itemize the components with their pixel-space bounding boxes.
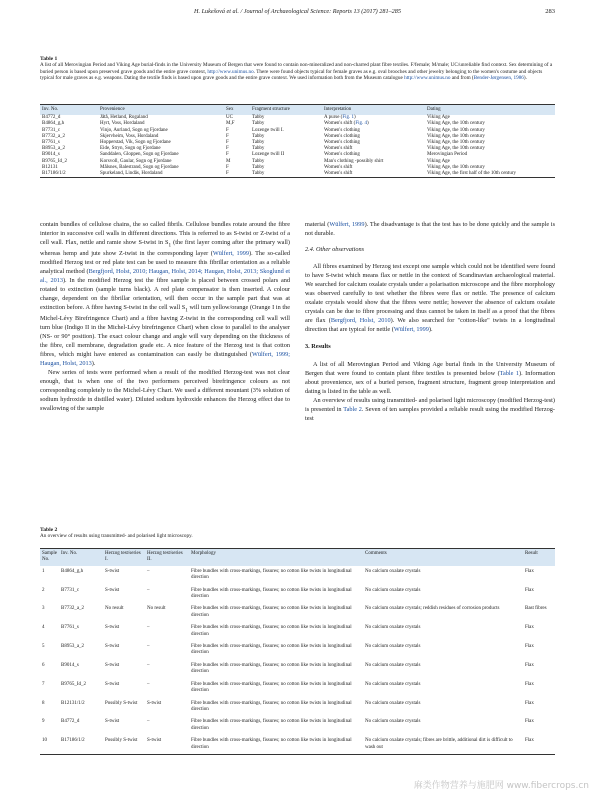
table-row (40, 698, 555, 717)
table2-cell-comm: No calcium oxalate crystals (365, 568, 421, 574)
paragraph: material (Wülfert, 1999). The disadvantage is that the test has to be done quickly and the sample is not durable. (305, 221, 556, 237)
table2-cell-res: Flax (525, 587, 534, 593)
citation-link[interactable]: Wülfert, 1999 (329, 221, 365, 228)
table1-cell-inv: B4864_g,h (42, 121, 65, 127)
paragraph: New series of tests were performed when a result of the modified Herzog-test was not clear enough, that is when one of the two performers perceived birefringence colours as not corresponding completely to the Michel-Lévy Chart. We used a different mountant (3% solution of sodium hydroxide in distilled water). Diluted sodium hydroxide enhances the Herzog effect due to swallowing of the sample (40, 368, 290, 412)
link-bender[interactable]: Bender-Jørgensen, 1986 (473, 75, 524, 82)
table1-cell-prov: Jåtå, Hetland, Rogaland (100, 115, 148, 121)
table1-cell-sex: F (226, 140, 229, 146)
table2-cell-morph: Fibre bundles with cross-markings, fissures; no cotton like twists in longitudinal direction (191, 719, 352, 731)
table2-cell-comm: No calcium oxalate crystals (365, 700, 421, 706)
table2-col-header: Inv. No. (59, 549, 103, 566)
table2-cell-h1: Possibly S-twist (105, 700, 138, 706)
table1-col-header: Inv. No. (40, 105, 98, 116)
table2-cell-res: Flax (525, 700, 534, 706)
table1-header-row (40, 105, 555, 116)
table2-cell-h1: S-twist (105, 662, 120, 668)
table1-cell-date: Viking Age, the 10th century (427, 121, 485, 127)
table1-col-header: Sex (224, 105, 250, 116)
running-header (40, 8, 555, 22)
table2-cell-h1: S-twist (105, 625, 120, 631)
table1-cell-frag: Tabby (252, 115, 265, 121)
page-number: 283 (545, 8, 555, 15)
table1-cell-date: Merovingian Period (427, 152, 468, 158)
table2-cell-n: 4 (42, 625, 45, 631)
table2-header-row (40, 549, 555, 566)
table2-cell-h2: – (147, 681, 150, 687)
table1-col-header: Dating (425, 105, 555, 116)
table2-cell-n: 8 (42, 700, 45, 706)
table2-cell-morph: Fibre bundles with cross-markings, fissures; no cotton like twists in longitudinal direction (189, 735, 363, 754)
table1-cell-interp: Women's clothing (324, 152, 360, 158)
table1-cell-date: Viking Age (427, 115, 450, 121)
table2-cell-inv: B7761_s (61, 625, 79, 631)
body-column-right (305, 221, 555, 424)
table2-cell-res: Flax (525, 625, 534, 631)
table2-cell-comm: No calcium oxalate crystals (365, 644, 421, 650)
table2-cell-h2: – (147, 587, 150, 593)
table1-cell-date: Viking Age, the first half of the 10th century (425, 171, 555, 178)
table1-cell-sex: M,F (226, 121, 235, 127)
table2-cell-h1: S-twist (105, 644, 120, 650)
table-row (40, 641, 555, 660)
table-row (40, 679, 555, 698)
citation-link[interactable]: Bergfjord, Holst, 2010 (330, 316, 391, 324)
table1-cell-frag: Tabby (252, 158, 265, 164)
table2-cell-h2: S-twist (145, 735, 189, 754)
table1-cell-interp: Women's shift (Fig. 4) (324, 121, 369, 127)
table1-cell-frag: Tabby (252, 121, 265, 127)
table2-cell-morph: Fibre bundles with cross-markings, fissures; no cotton like twists in longitudinal direction (191, 625, 352, 637)
table1-cell-interp: Man's clothing -possibly shirt (324, 158, 384, 164)
table2-cell-comm: No calcium oxalate crystals; fibres are brittle, additional dirt is difficult to wash out (363, 735, 523, 754)
table1-cell-inv: B9765_Id_2 (42, 158, 67, 164)
citation-link[interactable]: Wülfert, 1999 (393, 325, 429, 333)
table2-cell-n: 3 (42, 606, 45, 612)
table1-label: Table 1 (40, 56, 58, 62)
table-row (40, 735, 555, 754)
table1-cell-frag: Tabby (250, 171, 322, 178)
table2-col-header: Sample No. (40, 549, 59, 566)
table2-caption: Table 2 An overview of results using transmitted- and polarised light microscopy. (40, 527, 193, 540)
table1-cell-frag: Lozenge twill I. (252, 127, 284, 133)
table-link[interactable]: Table 2 (343, 406, 362, 414)
table1-cell-interp: Women's shift (324, 164, 353, 170)
watermark: 麻类作物营养与施肥网 www.fibercrops.cn (413, 781, 589, 791)
table1-cell-inv: B7731_c (42, 127, 61, 133)
table-row (40, 603, 555, 622)
table2-cell-comm: No calcium oxalate crystals (365, 587, 421, 593)
table1-cell-inv: B4772_d (42, 115, 61, 121)
table1-cell-inv: B17186/1/2 (40, 171, 98, 178)
table1-cell-interp: A purse (Fig. 1) (324, 115, 356, 121)
table1-cell-sex: M (226, 158, 231, 164)
link-unimus[interactable]: http://www.unimus.no (207, 68, 254, 75)
table1-cell-sex: F (226, 146, 229, 152)
table2-cell-inv: B9014_s (61, 662, 79, 668)
table2-cell-comm: No calcium oxalate crystals (365, 681, 421, 687)
table1-cell-prov: Hopperstad, Vik, Sogn og Fjordane (100, 140, 171, 146)
table2-cell-morph: Fibre bundles with cross-markings, fissures; no cotton like twists in longitudinal direction (191, 587, 352, 600)
table1-cell-prov: Spurkeland, Lindås, Hordaland (98, 171, 224, 178)
table2-cell-h2: S-twist (147, 700, 162, 706)
citation-link[interactable]: Wülfert, 1999; Haugan, Holst, 2013 (40, 350, 290, 367)
table2-cell-h1: Possibly S-twist (103, 735, 145, 754)
table2-cell-n: 2 (42, 587, 45, 593)
table2-cell-res: Bast fibres (525, 606, 547, 612)
table1-cell-prov: Skjervheim, Voss, Hordaland (100, 133, 159, 139)
table1-cell-frag: Tabby (252, 164, 265, 170)
table1-cell-date: Viking Age, the 10th century (427, 164, 485, 170)
table2-label: Table 2 (40, 527, 58, 533)
table1-cell-prov: Hyrt, Voss, Hordaland (100, 121, 145, 127)
table2-cell-n: 5 (42, 644, 45, 650)
table2-cell-h1: S-twist (105, 587, 120, 593)
table2-cell-comm: No calcium oxalate crystals (365, 719, 421, 725)
table1-cell-sex: F (224, 171, 250, 178)
table2-cell-morph: Fibre bundles with cross-markings, fissures; no cotton like twists in longitudinal direction (191, 700, 352, 712)
table1-cell-sex: F (226, 127, 229, 133)
table-row (40, 622, 555, 641)
table2-cell-inv: B4772_d (61, 719, 80, 725)
table1-cell-prov: Eide, Stryn, Sogn og Fjordane (100, 146, 161, 152)
table1-cell-sex: UC (226, 115, 233, 121)
table2-cell-res: Flax (525, 681, 534, 687)
table1-cell-prov: Vinjo, Aurland, Sogn og Fjordane (100, 127, 168, 133)
table2-col-header: Herzog test/series I. (103, 549, 145, 566)
table2-cell-h2: – (147, 568, 150, 574)
table2-cell-morph: Fibre bundles with cross-markings, fissures; no cotton like twists in longitudinal direction (191, 681, 352, 694)
table1-col-header: Fragment structure (250, 105, 322, 116)
table1-cell-interp: Women's clothing (324, 133, 360, 139)
table2 (40, 548, 555, 755)
table1-cell-prov: Sanddalen, Gloppen, Sogn og Fjordane (100, 152, 179, 158)
table1-cell-frag: Tabby (252, 140, 265, 146)
table2-cell-inv: B4864_g,h (61, 568, 84, 574)
table2-cell-inv: B9765_Id_2 (61, 681, 86, 687)
table2-cell-h2: No result (147, 606, 166, 612)
table1-cell-interp: Women's shift (322, 171, 425, 178)
body-column-left (40, 221, 290, 414)
table2-col-header: Morphology (189, 549, 363, 566)
table2-cell-comm: No calcium oxalate crystals (365, 662, 421, 668)
table2-cell-inv: B17186/1/2 (59, 735, 103, 754)
table2-cell-comm: No calcium oxalate crystals (365, 625, 421, 631)
table-row (40, 716, 555, 735)
table1-cell-inv: B7732_a_2 (42, 133, 66, 139)
table1-cell-frag: Lozenge twill II (252, 152, 285, 158)
table2-cell-morph: Fibre bundles with cross-markings, fissures; no cotton like twists in longitudinal direction (191, 644, 352, 656)
table2-cell-n: 9 (42, 719, 45, 725)
table2-cell-res: Flax (523, 735, 555, 754)
table2-cell-h1: S-twist (105, 681, 120, 687)
table1-cell-inv: B8953_a_2 (42, 146, 66, 152)
table1-cell-frag: Tabby (252, 146, 265, 152)
table2-cell-n: 1 (42, 568, 45, 574)
table2-cell-n: 6 (42, 662, 45, 668)
table1-cell-inv: B12131 (42, 164, 58, 170)
table-link[interactable]: Table 1 (499, 370, 520, 378)
table1-cell-date: Viking Age, the 10th century (427, 140, 485, 146)
table2-cell-h1: S-twist (105, 719, 120, 725)
table2-cell-res: Flax (525, 719, 534, 725)
table1-cell-sex: F (226, 164, 229, 170)
table2-col-header: Herzog test/series II. (145, 549, 189, 566)
paragraph: A list of all Merovingian Period and Viking Age burial finds in the University Museum of Bergen that were found to contain plant fibre textiles is presented below (Table 1). Information about provenience, sex of a buried person, fragment structure, fragment group interpretation and dating is listed in the table as well. (305, 361, 556, 396)
figure-link[interactable]: Fig. 4 (355, 121, 367, 127)
table2-cell-comm: No calcium oxalate crystals; reddish residues of corrosion products (365, 606, 500, 612)
table2-cell-h2: – (147, 662, 150, 668)
section-heading: 3. Results (305, 343, 331, 351)
paragraph: All fibres examined by Herzog test except one sample which could not be identified were found to have S-twist which means flax or nettle in the context of Scandinavian archaeological material. We searched for calcium oxalate crystals under a polarisation microscope and the fibre morphology was observed carefully to test whether the fibres were flax or nettle. The presence of calcium oxalate crystals would show that the fibres were nettle; however the absence of calcium oxalate crystals can be due to fibre processing and thus cannot be taken in itself as a proof that the fibres are flax (Bergfjord, Holst, 2010). We also searched for "cotton-like" twists in a longitudinal direction that are typical for nettle (Wülfert, 1999). (305, 262, 555, 333)
table-row (40, 585, 555, 604)
subsection-heading: 2.4. Other observations (305, 245, 365, 253)
table-row (40, 660, 555, 679)
citation-link[interactable]: Wülfert, 1999 (212, 250, 249, 258)
table1-cell-interp: Women's clothing (324, 127, 360, 133)
table2-cell-n: 7 (42, 681, 45, 687)
table1-cell-sex: F (226, 133, 229, 139)
table-row (40, 171, 555, 178)
table-row (40, 566, 555, 585)
table1-cell-interp: Women's shift (324, 146, 353, 152)
table1 (40, 104, 555, 178)
table2-cell-h2: – (147, 719, 150, 725)
table1-cell-date: Viking Age (427, 158, 450, 164)
table1-caption: Table 1 A list of all Merovingian Period and Viking Age burial-finds in the University Museum of Bergen that were found to contain non-mineralized and non-charred plant fibre textiles. F/female; M/male; UC/unreliable find context. Sex determining of a buried person is based upon preserved grave goods and the entire grave context, http://www.unimus.no. There were found objects typical for female graves as e.g. oval brooches and other jewelry belonging to the women's costume and objects typical for male graves as e.g. weapons. Dating the textile finds is based upon grave goods and the entire grave context. We used information both from the Museum catalogue http://www.unimus.no and from (Bender-Jørgensen, 1986). (40, 56, 553, 82)
table2-cell-morph: Fibre bundles with cross-markings, fissures; no cotton like twists in longitudinal direction (191, 606, 352, 618)
table2-cell-h1: No result (105, 606, 124, 612)
table1-cell-date: Viking Age, the 10th century (427, 127, 485, 133)
table2-cell-inv: B8953_a_2 (61, 644, 85, 650)
table1-cell-prov: Korsvoll, Gaular, Sogn og Fjordane (100, 158, 172, 164)
table1-cell-interp: Women's clothing (324, 140, 360, 146)
link-unimus-2[interactable]: http://www.unimus.no (404, 75, 451, 82)
table2-cell-h2: – (147, 644, 150, 650)
table1-cell-inv: B7761_s (42, 140, 60, 146)
table2-col-header: Result (523, 549, 555, 566)
table2-cell-inv: B7731_c (61, 587, 80, 593)
table1-cell-prov: Målsnes, Balestrand, Sogn og Fjordane (100, 164, 179, 170)
table1-col-header: Provenience (98, 105, 224, 116)
table1-cell-inv: B9014_s (42, 152, 60, 158)
table2-cell-h1: S-twist (105, 568, 120, 574)
figure-link[interactable]: Fig. 1 (342, 115, 355, 121)
table2-cell-inv: B12131/1/2 (61, 700, 85, 706)
table1-cell-sex: F (226, 152, 229, 158)
table1-cell-date: Viking Age, the 10th century (427, 133, 485, 139)
table2-col-header: Comments (363, 549, 523, 566)
table1-cell-frag: Tabby (252, 133, 265, 139)
table2-cell-morph: Fibre bundles with cross-markings, fissures; no cotton like twists in longitudinal direction (191, 662, 352, 675)
table1-col-header: Interpretation (322, 105, 425, 116)
paragraph: An overview of results using transmitted- and polarised light microscopy (modified Herzog-test) is presented in Table 2. Seven of ten samples provided a reliable result using the modified Herzog-test (305, 397, 555, 423)
citation-link[interactable]: Bergfjord, Holst, 2010; Haugan, Holst, 2014; Haugan, Holst, 2013; Skoglund et al., 2013 (40, 268, 290, 284)
table2-cell-res: Flax (525, 662, 534, 668)
table2-cell-morph: Fibre bundles with cross-markings, fissures; no cotton like twists in longitudinal direction (191, 568, 352, 581)
table2-cell-n: 10 (40, 735, 59, 754)
table2-cell-h2: – (147, 625, 150, 631)
table1-cell-date: Viking Age, the 10th century (427, 146, 485, 152)
table2-cell-res: Flax (525, 568, 534, 574)
table2-cell-res: Flax (525, 644, 534, 650)
paragraph: contain bundles of cellulose chains, the so called fibrils. Cellulose bundles rotate around the fibre interior in successive cell walls in different directions. This is referred to as S-twist or Z-twist of a cell wall. Flax, nettle and ramie show S-twist in $S_1$ (the first layer coming after the primary wall) whereas hemp and jute show Z-twist in the corresponding layer (Wülfert, 1999). The so-called modified Herzog test or red plate test can be used to measure this fibrillar orientation as a reliable analytical method (Bergfjord, Holst, 2010; Haugan, Holst, 2014; Haugan, Holst, 2013; Skoglund et al., 2013). In the modified Herzog test the fibre sample is placed between crossed polars and rotated to extinction (sample turns black). A red plate compensator is then inserted. A colour change, dependent on the fibrillar orientation, will then occur in the sample part that was at extinction before. A fibre having S-twist in the cell wall $S_1$ will turn yellow/orange (Orange I in the Michel-Lévy Birefringence Chart) and a fibre having Z-twist in the corresponding cell wall will turn blue (Indigo II in the Michel-Lévy birefringence Chart) when close to parallel to the analyser (NS- or 90° position). The exact colour change and angle will vary depending on the thickness of the fibre, cell membrane, degradation grade etc. A nice feature of the Herzog test is that cotton fibres, which might have entered as contamination can easily be distinguished (Wülfert, 1999; Haugan, Holst, 2013). (40, 221, 290, 367)
journal-citation: H. Lukešová et al. / Journal of Archaeological Science: Reports 13 (2017) 281–285 (194, 8, 401, 15)
table2-cell-inv: B7732_a_2 (61, 606, 85, 612)
